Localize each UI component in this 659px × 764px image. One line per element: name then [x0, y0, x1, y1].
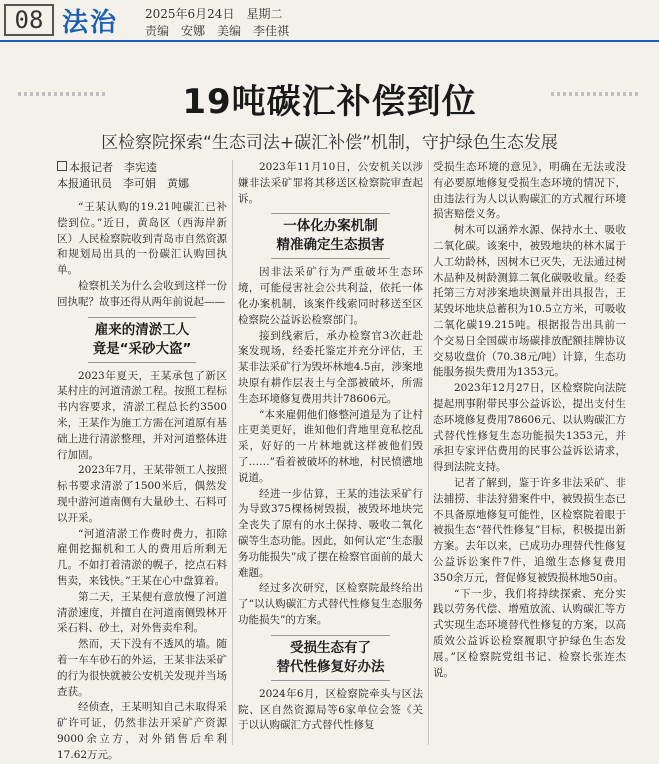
- paragraph: 2023年11月10日，公安机关以涉嫌非法采矿罪将其移送区检察院审查起诉。: [238, 161, 423, 205]
- subtitle-line: 受损生态有了: [290, 639, 371, 656]
- subtitle-line: 一体化办案机制: [283, 218, 378, 235]
- byline-correspondents: 本报通讯员 李可娟 黄娜: [57, 177, 189, 190]
- paragraph: 树木可以涵养水源、保持水土、吸收二氧化碳。该案中，被毁地块的林木属于人工幼龄林，因树木已灭失，无法通过树木品种及树龄测算二氧化碳吸收量。经委托第三方对涉案地块测量并出具报告，王某毁坏地块总蓄积为10.5立方米，可吸收二氧化碳19.215吨。根据报告出具前一个交易日全国碳市场碳排放配额挂牌协议交易收盘价（70.38元/吨）计算，生态功能服务损失费用为1353元。: [433, 224, 626, 379]
- subtitle-line: 替代性修复好办法: [276, 658, 385, 675]
- byline: [57, 160, 227, 192]
- article-column-2: [238, 160, 423, 734]
- page-header: [0, 0, 659, 42]
- paragraph: “王某认购的19.21吨碳汇已补偿到位。”近日，黄岛区（西海岸新区）人民检察院收到青岛市自然资源和规划局出具的一份碳汇认购回执单。: [57, 201, 227, 277]
- editors-line: 责编 安娜 美编 李佳祺: [145, 24, 290, 38]
- section-title: 法治: [62, 8, 119, 38]
- issue-date: 2025年6月24日 星期二: [145, 7, 283, 21]
- paragraph: 2024年6月，区检察院牵头与区法院、区自然资源局等6家单位会签《关于以认购碳汇方式替代性修复: [238, 687, 423, 732]
- paragraph: 2023年夏天，王某承包了新区某村庄的河道清淤工程。按照工程标书内容要求，清淤工程总长约3500米，王某作为施工方需在河道原有基础上进行清淤整理，并对河道整体进行加固。: [57, 369, 227, 461]
- byline-reporter: 本报记者 李宪逵: [69, 161, 157, 174]
- section-subtitle: [238, 217, 423, 255]
- subtitle-line: 雇来的清淤工人: [94, 321, 190, 338]
- article-column-3: [433, 160, 626, 681]
- paragraph: 经侦查，王某明知自己未取得采矿许可证，仍然非法开采矿产资源9000余立方，对外销售后牟利17.62万元。: [57, 701, 227, 761]
- paragraph: 然而，天下没有不透风的墙。随着一车车砂石的外运，王某非法采矿的行为很快就被公安机关发现并当场查获。: [57, 638, 227, 698]
- paragraph: 2023年7月，王某带领工人按照标书要求清淤了1500米后，偶然发现中游河道南侧有大量砂土、石料可以开采。: [57, 464, 227, 524]
- paragraph: “本来雇佣他们修整河道是为了让村庄更美更好，谁知他们背地里竟私挖乱采，好好的一片林地就这样被他们毁了……”看着被破坏的林地，村民愤懑地说道。: [238, 408, 423, 484]
- subtitle-line: 精准确定生态损害: [276, 237, 385, 254]
- paragraph: 2023年12月27日，区检察院向法院提起刑事附带民事公益诉讼，提出支付生态环境修复费用78606元、以认购碳汇方式替代性修复生态功能损失1353元，并承担专家评估费用的民事公益诉讼请求，得到法院支持。: [433, 382, 626, 474]
- column-divider: [232, 160, 233, 745]
- article-column-1: [57, 160, 227, 764]
- paragraph: 经过多次研究，区检察院最终给出了“以认购碳汇方式替代性修复生态服务功能损失”的方案。: [238, 582, 423, 626]
- paragraph: 经进一步估算，王某的违法采矿行为导致375棵杨树毁损，被毁坏地块完全丧失了原有的水土保持、吸收二氧化碳等生态功能。因此，如何认定“生态服务功能损失”成了摆在检察官面前的最大难题。: [238, 487, 423, 579]
- subtitle-line: 竟是“采砂大盗”: [92, 340, 192, 357]
- paragraph: 记者了解到，鉴于许多非法采矿、非法捕捞、非法狩猎案件中，被毁损生态已不具备原地修复可能性，区检察院着眼于被损生态“替代性修复”目标，积极提出新方案。去年以来，已成功办理替代性修复公益诉讼案件7件，追缴生态修复费用350余万元，督促修复被毁损林地50亩。: [433, 476, 626, 584]
- paragraph: 受损生态环境的意见》，明确在无法或没有必要原地修复受损生态环境的情况下，由违法行为人以认购碳汇的方式履行环境损害赔偿义务。: [433, 161, 626, 221]
- header-rule: [0, 40, 659, 42]
- article-headline: 19吨碳汇补偿到位: [182, 82, 477, 122]
- section-subtitle: [57, 321, 227, 359]
- paragraph: 检察机关为什么会收到这样一份回执呢？故事还得从两年前说起——: [57, 279, 227, 308]
- paragraph: 因非法采矿行为严重破坏生态环境，可能侵害社会公共利益，依托一体化办案机制，该案件线索同时移送至区检察院公益诉讼检察部门。: [238, 266, 423, 326]
- page-number: 08: [4, 4, 54, 36]
- paragraph: “河道清淤工作费时费力，扣除雇佣挖掘机和工人的费用后所剩无几。不如打着清淤的幌子，挖点石料售卖，来钱快。”王某在心中盘算着。: [57, 527, 227, 587]
- column-divider: [428, 160, 429, 745]
- article-subheadline: 区检察院探索“生态司法+碳汇补偿”机制，守护绿色生态发展: [101, 133, 558, 153]
- paragraph: 第二天，王某便有意放慢了河道清淤速度，并擅自在河道南侧毁林开采石料、砂土，对外售卖牟利。: [57, 590, 227, 635]
- square-icon: [57, 161, 67, 171]
- paragraph: 接到线索后，承办检察官3次赶赴案发现场，经委托鉴定并充分评估，王某非法采矿行为毁坏林地4.5亩，涉案地块原有耕作层表土与全部被破坏，所需生态环境修复费用共计78606元。: [238, 329, 423, 405]
- paragraph: “下一步，我们将持续探索、充分实践以劳务代偿、增殖放流、认购碳汇等方式实现生态环境替代性修复的方案，以高质效公益诉讼检察履职守护绿色生态发展。”区检察院党组书记、检察长张连杰说。: [433, 587, 626, 679]
- section-subtitle: [238, 639, 423, 677]
